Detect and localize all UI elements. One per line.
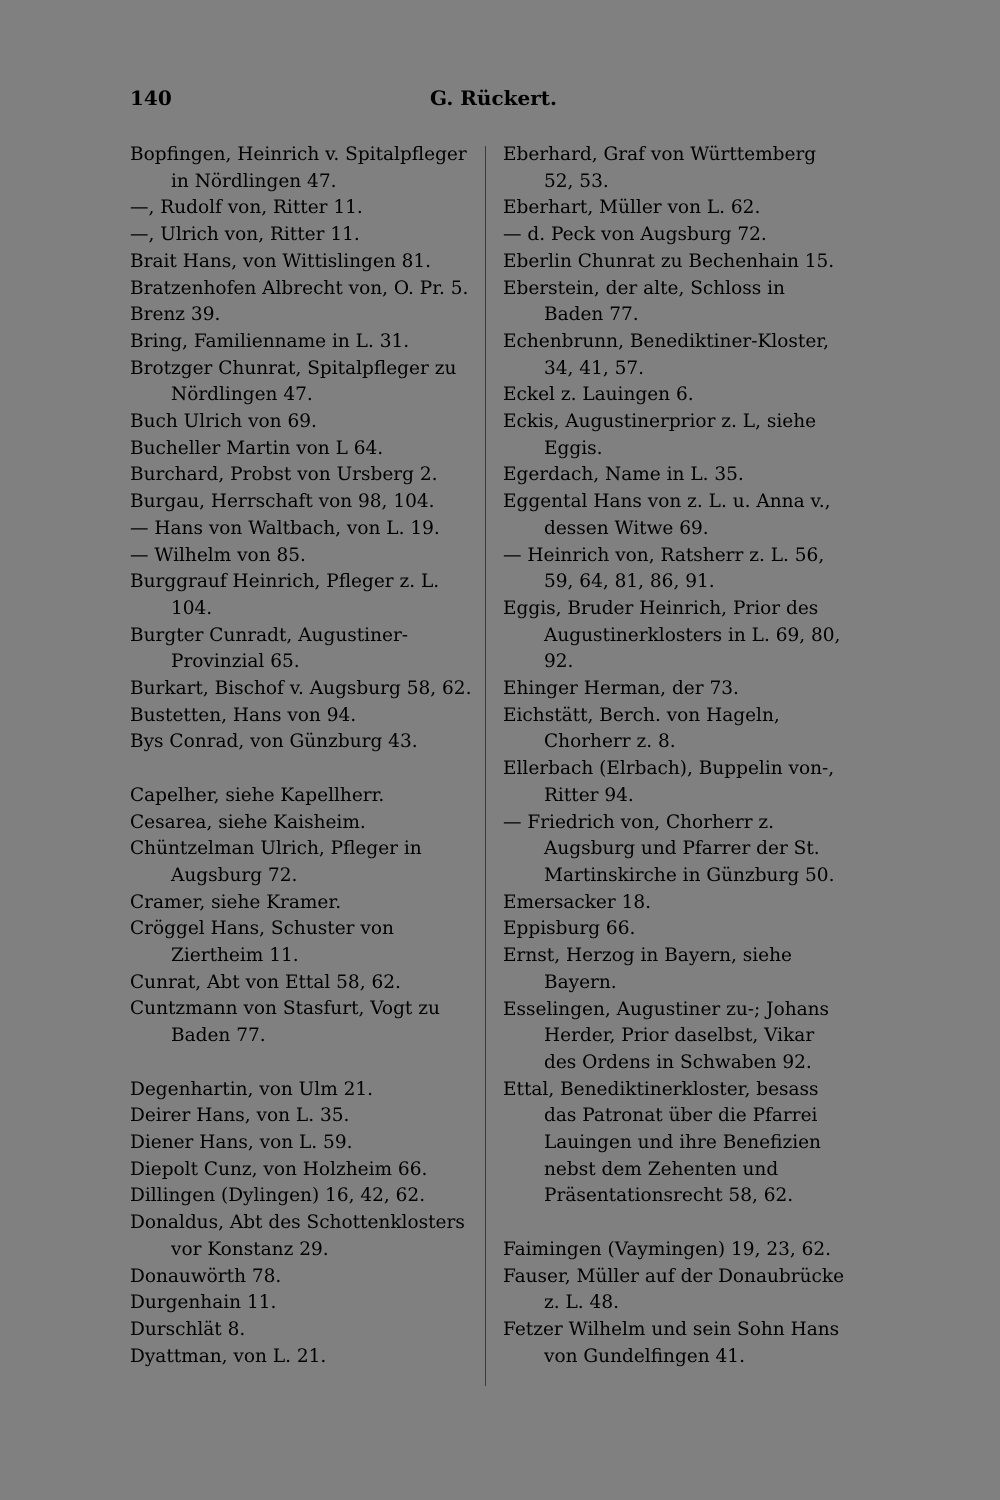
index-entry: Bucheller Martin von L 64.	[130, 437, 384, 459]
index-entry: Donaldus, Abt des Schottenklosters vor Konstanz 29.	[130, 1212, 465, 1260]
page-header	[130, 86, 870, 116]
index-entry: Buch Ulrich von 69.	[130, 411, 317, 433]
index-entry: Ellerbach (Elrbach), Buppelin von-, Ritter 94.	[503, 758, 835, 806]
index-entry: Eberhard, Graf von Württemberg 52, 53.	[503, 144, 817, 192]
index-entry: Faimingen (Vaymingen) 19, 23, 62.	[503, 1238, 832, 1260]
index-entry: Burgau, Herrschaft von 98, 104.	[130, 491, 435, 513]
index-entry: Eckel z. Lauingen 6.	[503, 384, 694, 406]
index-entry: Durgenhain 11.	[130, 1292, 277, 1314]
index-entry: Fetzer Wilhelm und sein Sohn Hans von Gundelfingen 41.	[503, 1318, 840, 1367]
index-entry: Egerdach, Name in L. 35.	[503, 464, 744, 486]
index-entry: Dyattman, von L. 21.	[130, 1345, 327, 1367]
index-entry: Cröggel Hans, Schuster von Ziertheim 11.	[130, 918, 394, 967]
section-gap	[130, 756, 475, 783]
index-entry: Diener Hans, von L. 59.	[130, 1131, 353, 1153]
index-entry: — Hans von Waltbach, von L. 19.	[130, 517, 440, 539]
index-entry: Burgter Cunradt, Augustiner-Provinzial 65.	[130, 624, 409, 673]
index-entry: Durschlät 8.	[130, 1318, 246, 1340]
section-gap	[503, 1210, 848, 1237]
index-entry: — Wilhelm von 85.	[130, 544, 306, 566]
index-entry: Donauwörth 78.	[130, 1265, 282, 1287]
index-entry: Cramer, siehe Kramer.	[130, 891, 342, 913]
index-entry: Burggrauf Heinrich, Pfleger z. L. 104.	[130, 571, 440, 619]
index-entry: Eberstein, der alte, Schloss in Baden 77.	[503, 277, 785, 326]
index-entry: — Friedrich von, Chorherr z. Augsburg und Pfarrer der St. Martinskirche in Günzburg 50.	[503, 811, 835, 886]
index-entry: Eichstätt, Berch. von Hageln, Chorherr z. 8.	[503, 704, 780, 753]
index-column-left	[130, 142, 475, 1370]
index-entry: Burkart, Bischof v. Augsburg 58, 62.	[130, 678, 472, 700]
index-entry: Degenhartin, von Ulm 21.	[130, 1078, 374, 1100]
index-entry: Fauser, Müller auf der Donaubrücke z. L. 48.	[503, 1265, 845, 1314]
index-entry: Emersacker 18.	[503, 891, 652, 913]
index-entry: Eggis, Bruder Heinrich, Prior des Augustinerklosters in L. 69, 80, 92.	[503, 597, 841, 673]
index-entry: Brenz 39.	[130, 304, 221, 326]
section-gap	[130, 1050, 475, 1077]
index-entry: Eberhart, Müller von L. 62.	[503, 197, 761, 219]
index-entry: Cesarea, siehe Kaisheim.	[130, 811, 366, 833]
index-entry: Eggental Hans von z. L. u. Anna v., dessen Witwe 69.	[503, 491, 831, 539]
index-entry: Brotzger Chunrat, Spitalpfleger zu Nördlingen 47.	[130, 357, 457, 406]
page-number: 140	[130, 86, 172, 110]
index-entry: Brait Hans, von Wittislingen 81.	[130, 250, 432, 272]
index-entry: Bratzenhofen Albrecht von, O. Pr. 5.	[130, 277, 469, 299]
index-entry: —, Rudolf von, Ritter 11.	[130, 197, 363, 219]
index-entry: Bys Conrad, von Günzburg 43.	[130, 731, 418, 753]
index-entry: Chüntzelman Ulrich, Pfleger in Augsburg 72.	[130, 838, 422, 886]
index-entry: Eckis, Augustinerprior z. L, siehe Eggis.	[503, 411, 817, 459]
index-entry: —, Ulrich von, Ritter 11.	[130, 224, 360, 246]
index-entry: Eppisburg 66.	[503, 918, 636, 940]
index-entry: Eberlin Chunrat zu Bechenhain 15.	[503, 250, 835, 272]
index-column-right	[503, 142, 848, 1370]
index-entry: Capelher, siehe Kapellherr.	[130, 784, 385, 806]
index-entry: Deirer Hans, von L. 35.	[130, 1105, 350, 1127]
index-entry: Cunrat, Abt von Ettal 58, 62.	[130, 971, 401, 993]
running-head: G. Rückert.	[430, 86, 557, 110]
column-divider	[485, 146, 486, 1386]
index-entry: Dillingen (Dylingen) 16, 42, 62.	[130, 1185, 426, 1207]
index-entry: Echenbrunn, Benediktiner-Kloster, 34, 41, 57.	[503, 330, 829, 379]
index-entry: Bopfingen, Heinrich v. Spitalpfleger in Nördlingen 47.	[130, 144, 467, 192]
index-entry: Diepolt Cunz, von Holzheim 66.	[130, 1158, 428, 1180]
index-entry: — d. Peck von Augsburg 72.	[503, 224, 767, 246]
index-entry: Bustetten, Hans von 94.	[130, 704, 357, 726]
index-entry: Esselingen, Augustiner zu-; Johans Herder, Prior daselbst, Vikar des Ordens in Schwaben 92.	[503, 998, 830, 1073]
index-entry: Burchard, Probst von Ursberg 2.	[130, 464, 438, 486]
index-entry: — Heinrich von, Ratsherr z. L. 56, 59, 64, 81, 86, 91.	[503, 544, 825, 593]
index-entry: Cuntzmann von Stasfurt, Vogt zu Baden 77.	[130, 998, 440, 1047]
index-entry: Bring, Familienname in L. 31.	[130, 330, 410, 352]
index-entry: Ernst, Herzog in Bayern, siehe Bayern.	[503, 945, 792, 993]
index-entry: Ettal, Benediktinerkloster, besass das Patronat über die Pfarrei Lauingen und ihre Benefizien nebst dem Zehenten und Präsentationsrecht 58, 62.	[503, 1078, 821, 1207]
index-entry: Ehinger Herman, der 73.	[503, 678, 739, 700]
